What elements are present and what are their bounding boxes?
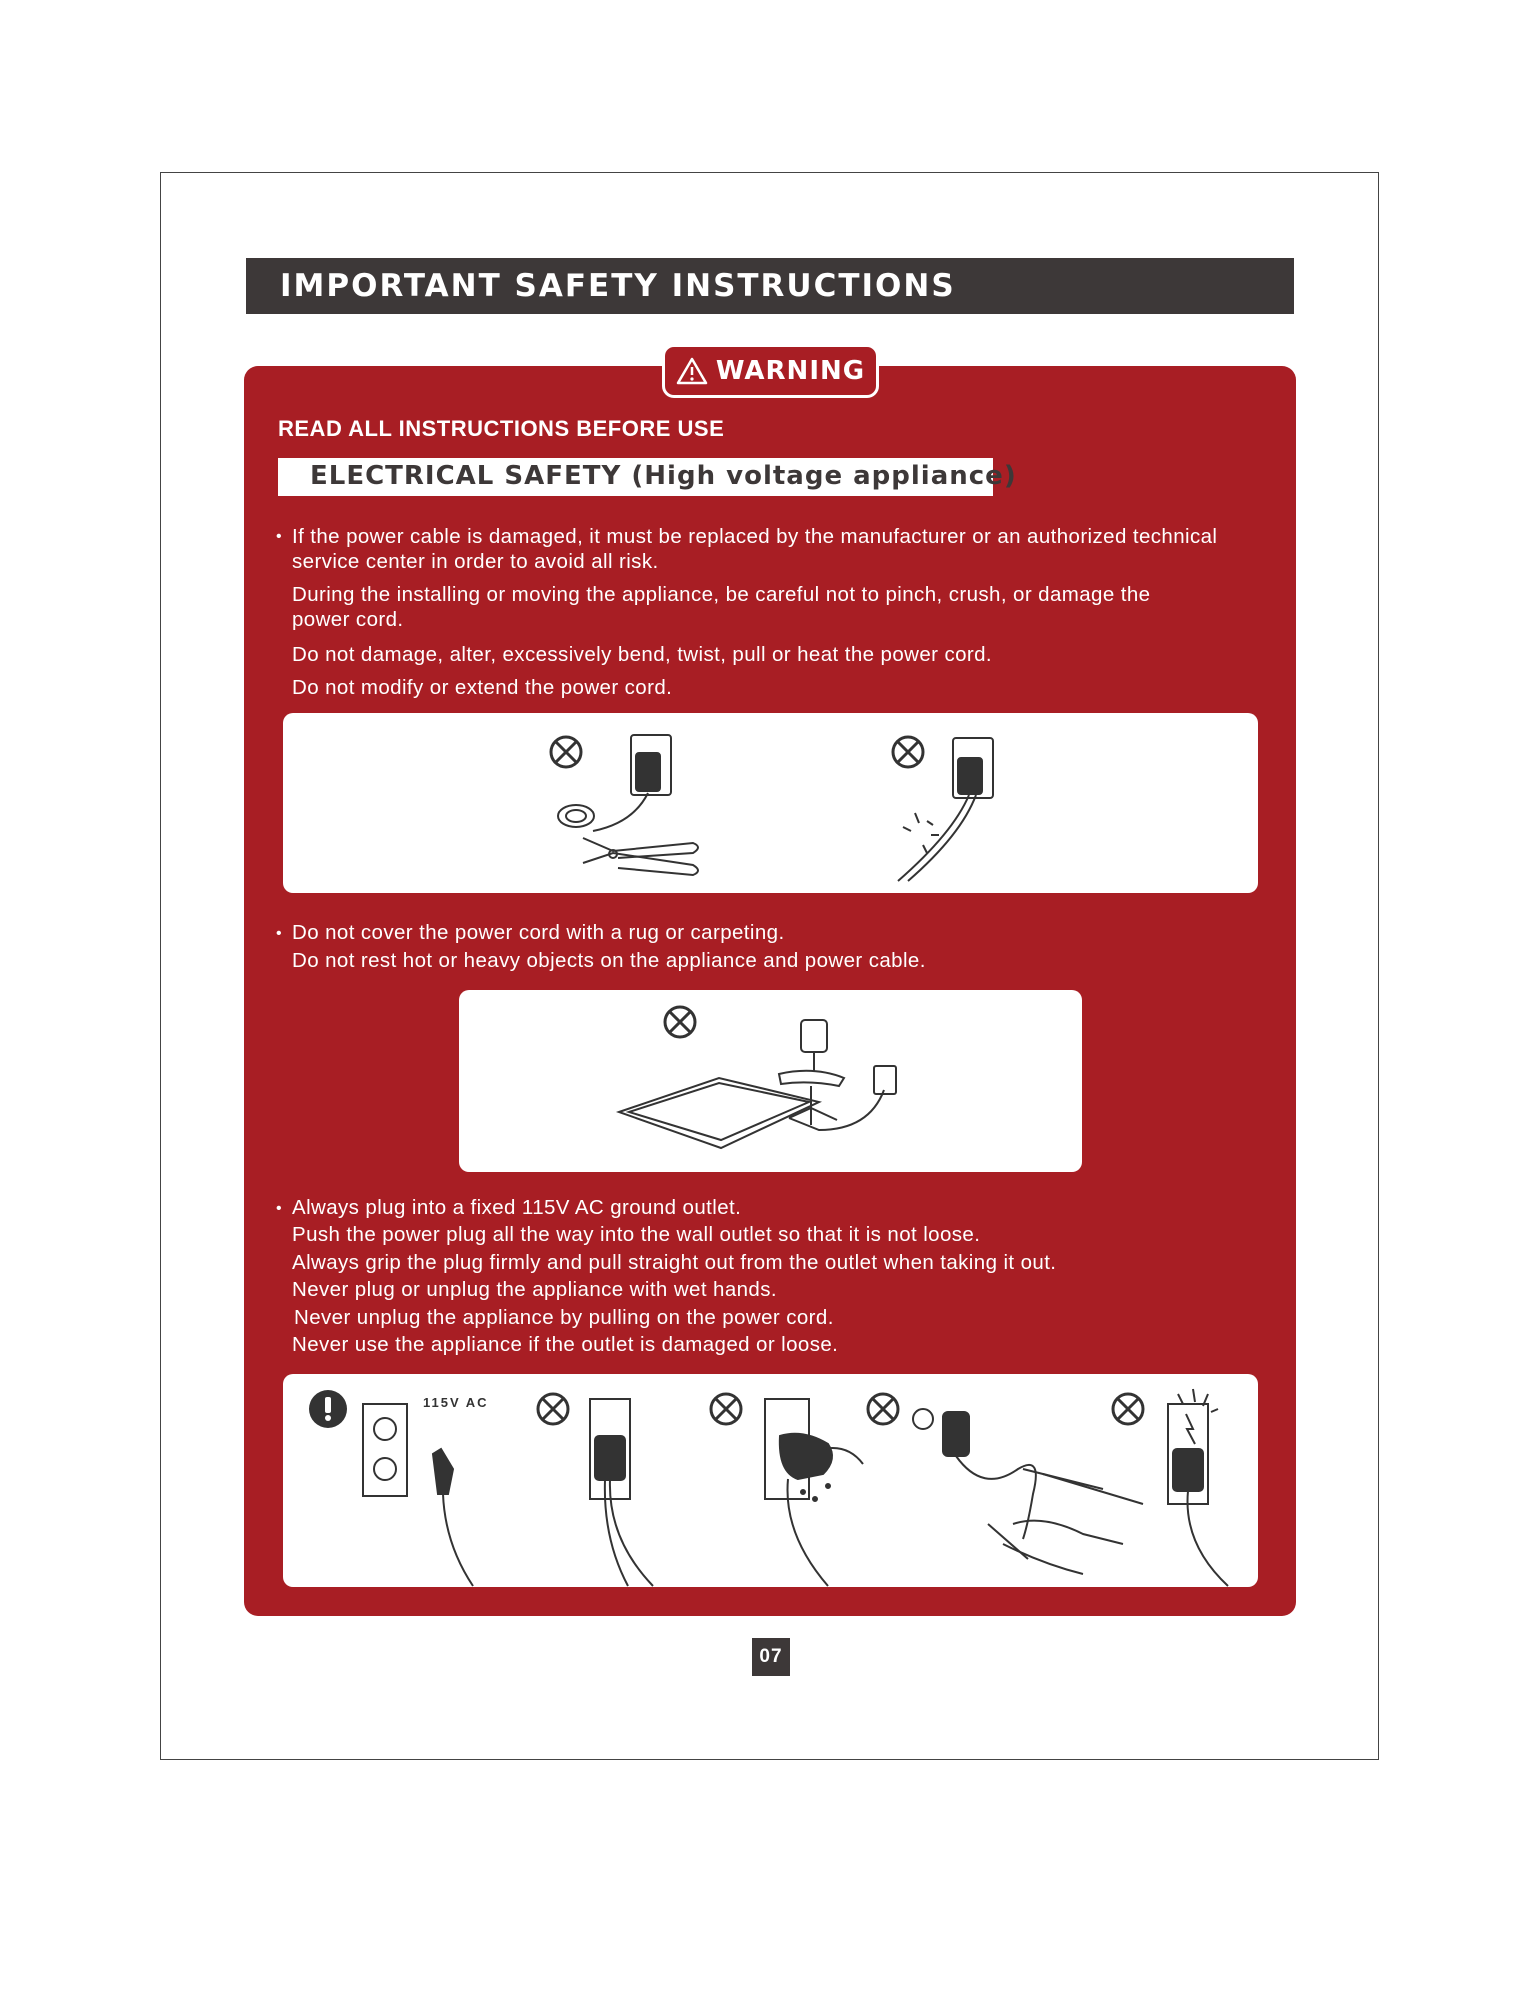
instruction-line: Never plug or unplug the appliance with wet hands. bbox=[292, 1278, 777, 1301]
loose-plug-illustration bbox=[590, 1399, 653, 1586]
rug-and-chair-illustration bbox=[619, 1020, 896, 1148]
bullet: • bbox=[276, 925, 282, 942]
illustration-box-rug-cover bbox=[459, 990, 1082, 1172]
instruction-line: If the power cable is damaged, it must be replaced by the manufacturer or an authorized technical bbox=[292, 525, 1218, 548]
section-bar bbox=[278, 458, 1017, 496]
warning-tab bbox=[662, 344, 879, 398]
instruction-line: Do not damage, alter, excessively bend, twist, pull or heat the power cord. bbox=[292, 643, 993, 666]
illustration-box-cord-damage bbox=[283, 713, 1258, 893]
instruction-line: power cord. bbox=[292, 608, 404, 631]
title-bar bbox=[246, 258, 1294, 314]
page-title: IMPORTANT SAFETY INSTRUCTIONS bbox=[280, 268, 956, 304]
bullet: • bbox=[276, 528, 282, 545]
instruction-line: Never unplug the appliance by pulling on the power cord. bbox=[294, 1306, 834, 1329]
page-number: 07 bbox=[752, 1638, 790, 1676]
instruction-line: Do not cover the power cord with a rug or carpeting. bbox=[292, 921, 785, 944]
wet-hands-illustration bbox=[765, 1399, 863, 1586]
pulling-cord-illustration bbox=[913, 1409, 1143, 1574]
bullet: • bbox=[276, 1200, 282, 1217]
instruction-line: Always plug into a fixed 115V AC ground outlet. bbox=[292, 1196, 742, 1219]
instruction-line: service center in order to avoid all risk. bbox=[292, 550, 659, 573]
prohibited-icon bbox=[538, 1394, 568, 1424]
instruction-line: Never use the appliance if the outlet is damaged or loose. bbox=[292, 1333, 839, 1356]
grounded-outlet-illustration bbox=[363, 1404, 473, 1586]
prohibited-icon bbox=[1113, 1394, 1143, 1424]
section-title: ELECTRICAL SAFETY (High voltage appliance) bbox=[310, 461, 1017, 491]
warning-label: WARNING bbox=[715, 356, 866, 386]
damaged-cord-illustration bbox=[898, 738, 993, 881]
damaged-outlet-illustration bbox=[1168, 1389, 1228, 1586]
instruction-line: Always grip the plug firmly and pull straight out from the outlet when taking it out. bbox=[292, 1251, 1057, 1274]
prohibited-icon bbox=[893, 737, 923, 767]
instruction-line: During the installing or moving the appliance, be careful not to pinch, crush, or damage the bbox=[292, 583, 1151, 606]
instruction-line: Do not modify or extend the power cord. bbox=[292, 676, 673, 699]
prohibited-icon bbox=[711, 1394, 741, 1424]
prohibited-icon bbox=[868, 1394, 898, 1424]
exclamation-icon bbox=[309, 1390, 347, 1428]
instruction-line: Push the power plug all the way into the wall outlet so that it is not loose. bbox=[292, 1223, 981, 1246]
outlet-label: 115V AC bbox=[423, 1395, 489, 1410]
read-all-heading: READ ALL INSTRUCTIONS BEFORE USE bbox=[278, 416, 725, 441]
prohibited-icon bbox=[551, 737, 581, 767]
warning-triangle-icon bbox=[676, 357, 708, 385]
illustration-box-outlet-use bbox=[283, 1374, 1258, 1587]
prohibited-icon bbox=[665, 1007, 695, 1037]
instruction-line: Do not rest hot or heavy objects on the appliance and power cable. bbox=[292, 949, 926, 972]
